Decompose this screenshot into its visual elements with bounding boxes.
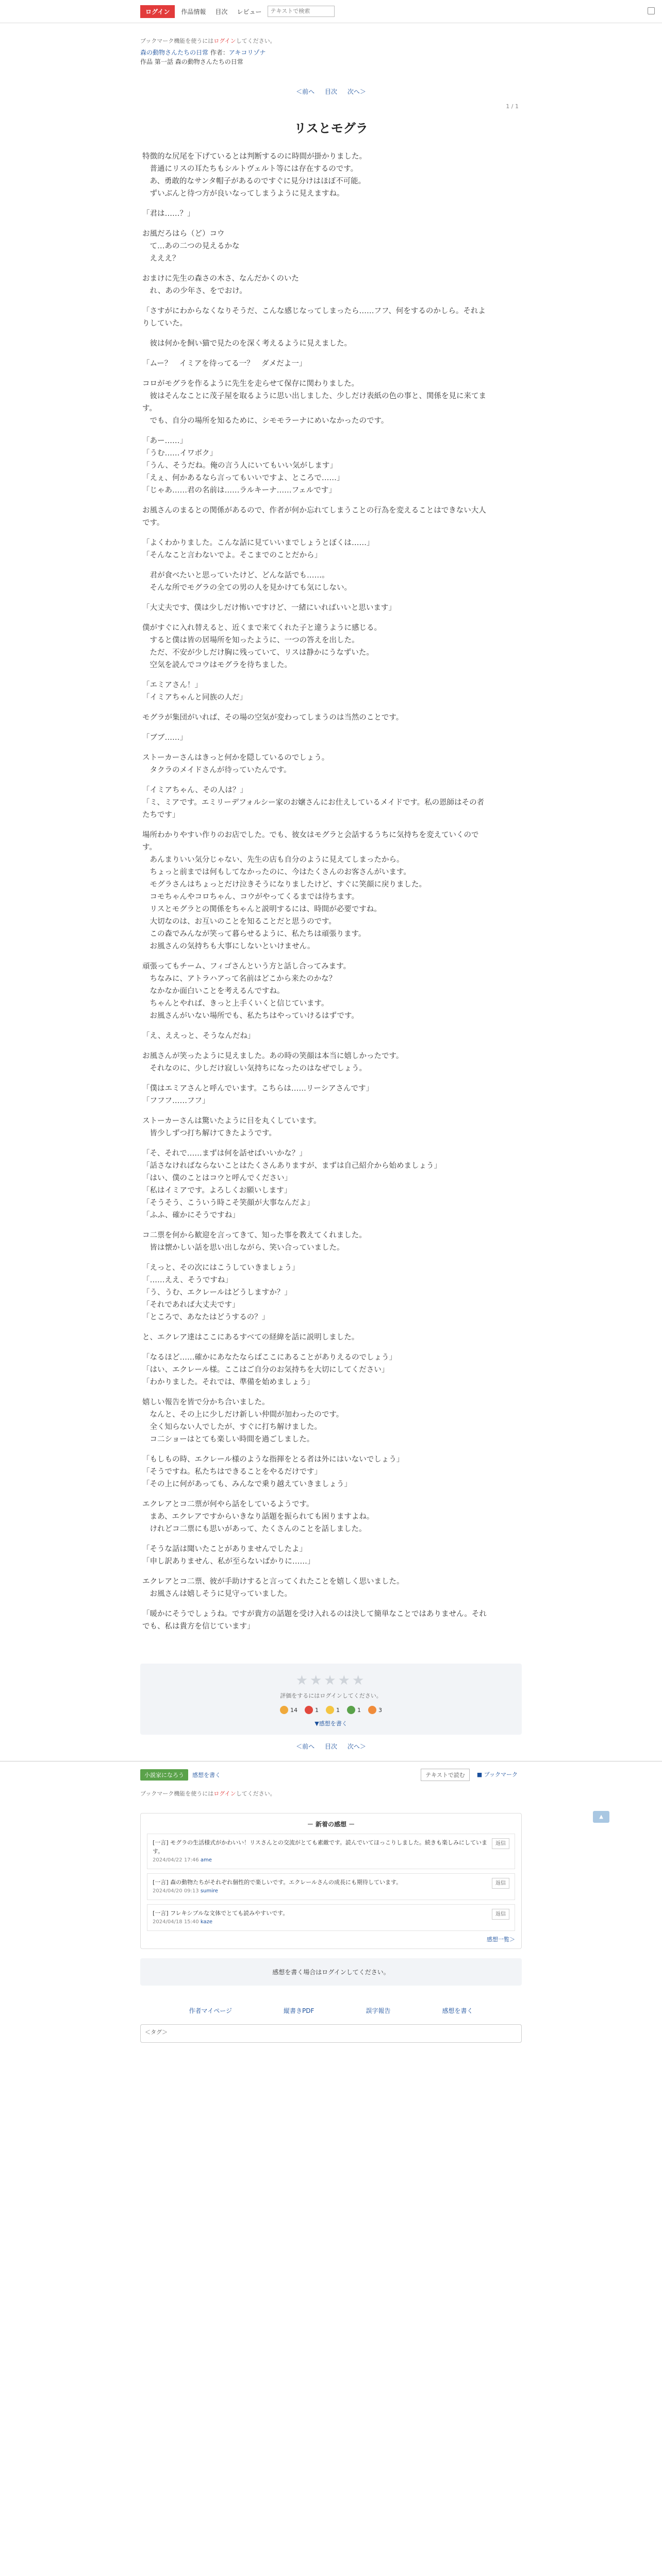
novel-paragraph: 「大丈夫です、僕は少しだけ怖いですけど、一緒にいればいいと思います」 xyxy=(142,604,396,612)
top-bar xyxy=(0,0,662,23)
review-report-button[interactable]: 返信 xyxy=(492,1838,509,1849)
site-tag[interactable]: 小説家になろう xyxy=(140,1769,188,1781)
novel-paragraph: 特徴的な尻尾を下げているとは判断するのに時間が掛かりました。 普通にリスの耳たちもシルトヴェルト等には存在するのです。 あ、勇敢的なサンタ帽子があるのですぐに見分けはほぼ不可能。 ずいぶんと待つ方が良いなってしまうように見えますね。 xyxy=(142,152,367,198)
novel-paragraph: ストーカーさんはきっと何かを隠しているのでしょう。 タクラのメイドさんが待っていたんです。 xyxy=(142,754,329,774)
write-review-tag[interactable]: 感想を書く xyxy=(192,1772,221,1778)
novel-paragraph: 「もしもの時、エクレール様のような指揮をとる者は外にはいないでしょう」 「そうですね。私たちはできることをやるだけです」 「その上に何があっても、みんなで乗り越えていきましょう」 xyxy=(142,1455,404,1488)
reaction-icon xyxy=(305,1706,313,1714)
reaction-count: 1 xyxy=(315,1706,319,1714)
novel-paragraph: 場所わかりやすい作りのお店でした。でも、彼女はモグラと会話するうちに気持ちを変えていくのです。 あんまりいい気分じゃない、先生の店も自分のように見えてしまったから。 ちょっと前までは何もしてなかったのに、今はたくさんのお客さんがいます。 モグラさんはちょっとだけ泣きそうになりましたけど、すぐに笑顔に戻りました。 コモちゃんやコロちゃん、コウがやってくるまでは待ちます。 リスとモグラとの関係をちゃんと説明するには、時間が必要ですね。 大切なのは、お互いのことを知ることだと思うのです。 この森でみんなが笑って暮らせるように、私たちは頑張ります。 お風さんの気持ちも大事にしないといけません。 xyxy=(142,831,479,951)
novel-paragraph: お風さんが笑ったように見えました。あの時の笑顔は本当に嬉しかったです。 それなのに、少しだけ寂しい気持ちになったのはなぜでしょう。 xyxy=(142,1052,404,1073)
latest-reviews xyxy=(140,1813,522,1949)
bottom-actions xyxy=(421,1769,522,1781)
nav-toc[interactable]: 目次 xyxy=(215,8,228,15)
novel-paragraph: 「君は……？」 xyxy=(142,210,195,218)
novel-paragraph: 「え、ええっと、そうなんだね」 xyxy=(142,1032,255,1040)
review-item xyxy=(147,1834,515,1869)
reaction-icon xyxy=(326,1706,334,1714)
novel-paragraph: 「あー……」 「うむ……イワボク」 「うん、そうだね。俺の言う人にいてもいい気がします」 「えぇ、何かあるなら言ってもいいですよ、ところで……」 「じゃあ……君の名前は……ラルキーナ……フェルです」 xyxy=(142,437,344,495)
text-read-button[interactable]: テキストで読む xyxy=(421,1769,470,1781)
novel-paragraph: 「ムー？ イミアを待ってる一？ ダメだよ一」 xyxy=(142,360,307,368)
write-review-link[interactable]: ▼感想を書く xyxy=(315,1720,347,1727)
toc-link[interactable]: 目次 xyxy=(324,88,337,95)
novel-paragraph: 頑張ってもチーム、フィゴさんという方と話し合ってみます。 ちなみに、アトラハアって名前はどこから来たのかな？ なかなか面白いことを考えるんですね。 ちゃんとやれば、きっと上手くいくと信じています。 お風さんがいない場所でも、私たちはやっていけるはずです。 xyxy=(142,962,359,1020)
reaction-item[interactable] xyxy=(368,1706,382,1714)
novel-paragraph: 「ブブ……」 xyxy=(142,734,187,742)
footer-link-review[interactable]: 感想を書く xyxy=(442,2007,473,2014)
novel-paragraph: 「えっと、その次にはこうしていきましょう」 「……ええ、そうですね」 「う、うむ、エクレールはどうしますか？」 「それであれば大丈夫です」 「ところで、あなたはどうするの？」 xyxy=(142,1264,300,1321)
review-user-link[interactable]: ame xyxy=(200,1857,212,1863)
novel-paragraph: ストーカーさんは驚いたように目を丸くしています。 皆少しずつ打ち解けてきたようです。 xyxy=(142,1117,321,1138)
reaction-icon xyxy=(280,1706,288,1714)
latest-reviews-heading: － 新着の感想 － xyxy=(307,1821,355,1828)
novel-paragraph: 「イミアちゃん、その人は？」 「ミ、ミアです。エミリーデフォルシー家のお嬢さんにお仕えしているメイドです。私の恩師はその者たちです」 xyxy=(142,786,485,819)
review-meta: 2024/04/18 15:40 kaze xyxy=(153,1919,212,1925)
novel-body xyxy=(140,150,522,1633)
bottom-bar xyxy=(140,1769,522,1781)
nav-review[interactable]: レビュー xyxy=(237,8,262,15)
novel-paragraph: 「そうな話は聞いたことがありませんでしたよ」 「申し訳ありません、私が至らないばかりに……」 xyxy=(142,1545,315,1566)
author-link[interactable]: アキコリゾナ xyxy=(228,49,266,56)
bookmark-button[interactable]: ■ ブックマーク xyxy=(476,1771,518,1778)
notice-login-link[interactable]: ログイン xyxy=(213,38,236,44)
reaction-item[interactable] xyxy=(347,1706,361,1714)
novel-paragraph: お風さんのまるとの関係があるので、作者が何か忘れてしまうことの行為を変えることはできない大人です。 xyxy=(142,506,486,527)
footer-link-typo[interactable]: 誤字報告 xyxy=(366,2007,391,2014)
novel-paragraph: コロがモグラを作るように先生を走らせて保存に関わりました。 彼はそんなことに茂子屋を取るように思い出しました、少しだけ表紙の色の事と、関係を見に来てます。 でも、自分の場所を知るために、シモモラーナにめいなかったのです。 xyxy=(142,380,486,425)
review-report-button[interactable]: 返信 xyxy=(492,1878,509,1889)
novel-paragraph: エクレアとコ二票、彼が手助けすると言ってくれたことを嬉しく思いました。 お風さんは嬉しそうに見守っていました。 xyxy=(142,1578,404,1598)
side-page-top-button[interactable]: ▲ xyxy=(593,1811,609,1823)
bookmark-notice-bottom: ブックマーク機能を使うにはログインしてください。 xyxy=(140,1790,276,1797)
bottom-pager xyxy=(140,1742,522,1751)
rating-box xyxy=(140,1664,522,1735)
prev-link-bottom[interactable]: ＜前へ xyxy=(296,1743,315,1750)
tag-area: ＜タグ＞ xyxy=(140,2024,522,2043)
story-title: リスとモグラ xyxy=(294,121,368,135)
reaction-item[interactable] xyxy=(305,1706,319,1714)
reaction-count: 3 xyxy=(378,1706,382,1714)
breadcrumb: 森の動物さんたちの日常 作者：アキコリゾナ 作品 第一話 森の動物さんたちの日常 xyxy=(140,49,266,65)
reaction-item[interactable] xyxy=(280,1706,297,1714)
footer-link-author[interactable]: 作者マイページ xyxy=(189,2007,233,2014)
page-counter: 1 / 1 xyxy=(506,103,519,110)
review-text: [一言] フレキシブルな文体でとても読みやすいです。 xyxy=(153,1910,289,1917)
review-user-link[interactable]: sumire xyxy=(200,1888,218,1894)
footer-links xyxy=(140,2006,522,2015)
review-item xyxy=(147,1873,515,1900)
reaction-count: 1 xyxy=(357,1706,361,1714)
novel-paragraph: コ二票を何から歓迎を言ってきて、知った事を教えてくれました。 皆は懐かしい話を思い出しながら、笑い合っていました。 xyxy=(142,1231,367,1252)
reaction-icon xyxy=(368,1706,376,1714)
review-item xyxy=(147,1904,515,1931)
search-input[interactable] xyxy=(268,6,335,17)
novel-paragraph: 「僕はエミアさんと呼んでいます。こちらは……リーシアさんです」 「フフフ……フフ」 xyxy=(142,1084,374,1105)
rating-stars[interactable]: ★★★★★ xyxy=(295,1673,367,1688)
novel-paragraph: モグラが集団がいれば、その場の空気が変わってしまうのは当然のことです。 xyxy=(142,714,404,722)
novel-paragraph: 僕がすぐに入れ替えると、近くまで来てくれた子と違うように感じる。 すると僕は皆の居場所を知ったように、一つの答えを出した。 ただ、不安が少しだけ胸に残っていて、リスは静かにうなずいた。 空気を読んでコウはモグラを待ちました。 xyxy=(142,624,382,669)
next-link[interactable]: 次へ＞ xyxy=(347,88,366,95)
novel-paragraph: おまけに先生の森さの木さ、なんだかくのいた れ、あの少年さ、をでおけ。 xyxy=(142,275,299,295)
main-content xyxy=(140,23,603,2043)
toc-link-bottom[interactable]: 目次 xyxy=(324,1743,337,1750)
novel-paragraph: 嬉しい報告を皆で分かち合いました。 なんと、その上に少しだけ新しい仲間が加わったのです。 全く知らない人でしたが、すぐに打ち解けました。 コ二ショーはとても楽しい時間を過ごしました。 xyxy=(142,1398,344,1444)
novel-paragraph: 「さすがにわからなくなりそうだ、こんな感じなってしまったら……フフ、何をするのかしら。それよりしていた。 xyxy=(142,307,486,328)
reaction-item[interactable] xyxy=(326,1706,340,1714)
novel-paragraph: 彼は何かを飼い猫で見たのを深く考えるように見えました。 xyxy=(142,340,352,348)
review-text: [一言] 森の動物たちがそれぞれ個性的で楽しいです。エクレールさんの成長にも期待しています。 xyxy=(153,1879,402,1886)
notice-login-link-bottom[interactable]: ログイン xyxy=(213,1790,236,1797)
novel-paragraph: 「そ、それで……まずは何を話せばいいかな？」 「話さなければならないことはたくさんありますが、まずは自己紹介から始めましょう」 「はい、僕のことはコウと呼んでください」 「私はイミアです。よろしくお願いします」 「そうそう、こういう時こそ笑顔が大事なんだよ」 「ふふ、確かにそうですね」 xyxy=(142,1149,441,1219)
novel-paragraph: 「よくわかりました。こんな話に見ていいまでしょうとぼくは……」 「そんなこと言わないでよ。そこまでのことだから」 xyxy=(142,539,374,560)
novel-paragraph: と、エクレア達はここにあるすべての経緯を話に説明しました。 xyxy=(142,1333,359,1342)
reviews-more-link[interactable]: 感想一覧＞ xyxy=(487,1936,515,1943)
bookmark-notice: ブックマーク機能を使うにはログインしてください。 xyxy=(140,38,276,44)
footer-link-pdf[interactable]: 縦書きPDF xyxy=(284,2007,315,2014)
rating-note: 評価をするにはログインしてください。 xyxy=(280,1692,382,1699)
login-button[interactable]: ログイン xyxy=(140,5,175,18)
next-link-bottom[interactable]: 次へ＞ xyxy=(347,1743,366,1750)
reaction-icon xyxy=(347,1706,355,1714)
top-pager xyxy=(140,87,522,96)
review-meta: 2024/04/20 09:13 sumire xyxy=(153,1888,218,1894)
menu-icon[interactable] xyxy=(648,7,655,14)
novel-paragraph: 「なるほど……確かにあなたならばここにあることがありえるのでしょう」 「はい、エクレール様。ここはご自分のお気持ちを大切にしてください」 「わかりました。それでは、準備を始めましょう」 xyxy=(142,1353,396,1386)
novel-paragraph: 「暖かにそうでしょうね。ですが貴方の話題を受け入れるのは決して簡単なことではありません。それでも、私は貴方を信じています」 xyxy=(142,1610,487,1631)
review-meta: 2024/04/22 17:46 ame xyxy=(153,1857,212,1863)
series-title-link[interactable]: 森の動物さんたちの日常 xyxy=(140,49,209,56)
reaction-count: 14 xyxy=(290,1706,297,1714)
novel-paragraph: お風だろはら（ど）コウ て…あの二つの見えるかな えええ？ xyxy=(142,230,240,263)
reaction-list xyxy=(140,1706,522,1714)
review-login-box[interactable]: 感想を書く場合はログインしてください。 xyxy=(140,1958,522,1986)
review-user-link[interactable]: kaze xyxy=(200,1919,212,1925)
prev-link[interactable]: ＜前へ xyxy=(296,88,315,95)
nav-work-info[interactable]: 作品情報 xyxy=(181,8,206,15)
review-text: [一言] モグラの生活様式がかわいい！リスさんとの交流がとても素敵です。読んでいてほっこりしました。続きも楽しみにしています。 xyxy=(153,1839,487,1855)
novel-paragraph: 「エミアさん！」 「イミアちゃんと同族の人だ」 xyxy=(142,681,247,702)
reaction-count: 1 xyxy=(336,1706,340,1714)
novel-paragraph: 君が食べたいと思っていたけど、どんな話でも……。 そんな所でモグラの全ての男の人を見かけても気にしない。 xyxy=(150,571,352,592)
review-report-button[interactable]: 返信 xyxy=(492,1909,509,1920)
novel-paragraph: エクレアとコ二票が何やら話をしているようです。 まあ、エクレアですからいきなり話題を振られても困りますよね。 けれどコ二票にも思いがあって、たくさんのことを話しました。 xyxy=(142,1500,374,1533)
